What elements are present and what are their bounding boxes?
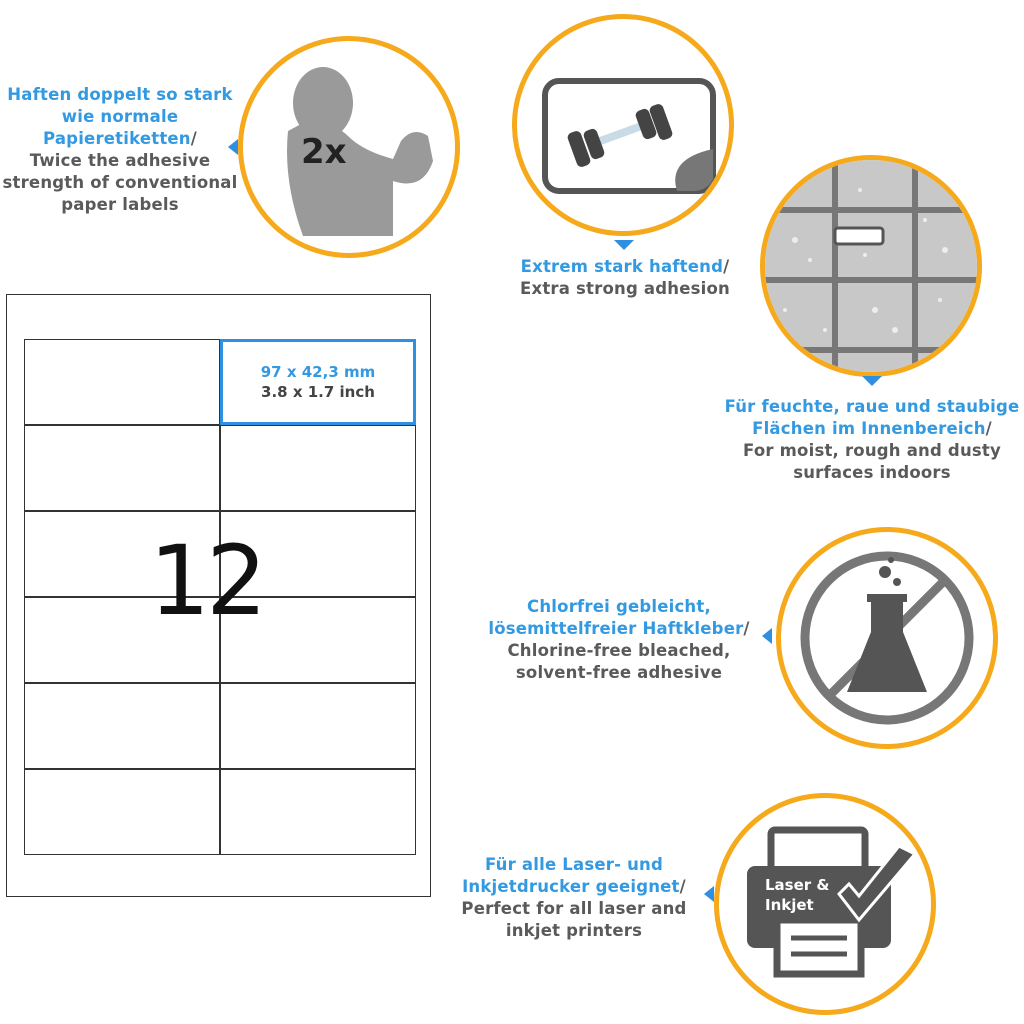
label-cell: [220, 683, 416, 769]
feature-3-circle: [760, 155, 982, 377]
feature-2-text: [490, 256, 760, 300]
feature-5-sep: /: [679, 877, 686, 896]
feature-3-text: [716, 396, 1024, 484]
dumbbell-label-icon: [517, 19, 729, 231]
feature-4-circle: [776, 527, 998, 749]
feature-2-sep: /: [723, 257, 730, 276]
no-chemicals-icon: [781, 532, 993, 744]
feature-2-pointer: [614, 240, 634, 250]
wet-tiles-icon: [765, 160, 977, 372]
label-cell: [24, 425, 220, 511]
label-count: 12: [149, 525, 264, 637]
feature-3-en: For moist, rough and dusty surfaces indoors: [743, 441, 1001, 482]
strong-arm-icon: [243, 41, 455, 253]
feature-1-icon-text: 2x: [301, 132, 347, 172]
printer-check-icon: [719, 798, 931, 1010]
feature-4-en: Chlorine-free bleached, solvent-free adhesive: [507, 641, 731, 682]
label-cell: [220, 425, 416, 511]
label-dimension-metric: 97 x 42,3 mm: [260, 363, 376, 381]
label-dimension-imperial: 3.8 x 1.7 inch: [261, 383, 375, 401]
label-cell: [24, 339, 220, 425]
label-cell: [220, 769, 416, 855]
feature-2-circle: [512, 14, 734, 236]
feature-4-sep: /: [743, 619, 750, 638]
feature-2-de: Extrem stark haftend: [520, 257, 724, 276]
feature-4-pointer: [762, 628, 772, 644]
printer-label-line2: Inkjet: [765, 896, 814, 914]
label-sheet: [6, 294, 431, 897]
feature-5-pointer: [704, 886, 714, 902]
feature-1-pointer: [228, 139, 238, 155]
feature-1-de: Haften doppelt so stark wie normale Papieretiketten: [7, 85, 233, 148]
feature-4-text: [474, 596, 764, 684]
printer-label-line1: Laser &: [765, 876, 830, 894]
label-cell: [24, 769, 220, 855]
feature-3-de: Für feuchte, raue und staubige Flächen im Innenbereich: [724, 397, 1020, 438]
feature-1-en: Twice the adhesive strength of conventional paper labels: [2, 151, 238, 214]
label-dimension-box: [220, 339, 416, 425]
feature-1-circle: [238, 36, 460, 258]
feature-5-text: [452, 854, 696, 942]
feature-1-sep: /: [190, 129, 197, 148]
feature-2-en: Extra strong adhesion: [520, 279, 730, 298]
feature-5-de: Für alle Laser- und Inkjetdrucker geeignet: [462, 855, 680, 896]
feature-3-sep: /: [985, 419, 992, 438]
label-cell: [24, 683, 220, 769]
feature-4-de: Chlorfrei gebleicht, lösemittelfreier Haftkleber: [488, 597, 744, 638]
feature-3-pointer: [862, 376, 882, 386]
feature-1-text: [0, 84, 240, 216]
feature-5-circle: [714, 793, 936, 1015]
feature-5-en: Perfect for all laser and inkjet printers: [461, 899, 687, 940]
